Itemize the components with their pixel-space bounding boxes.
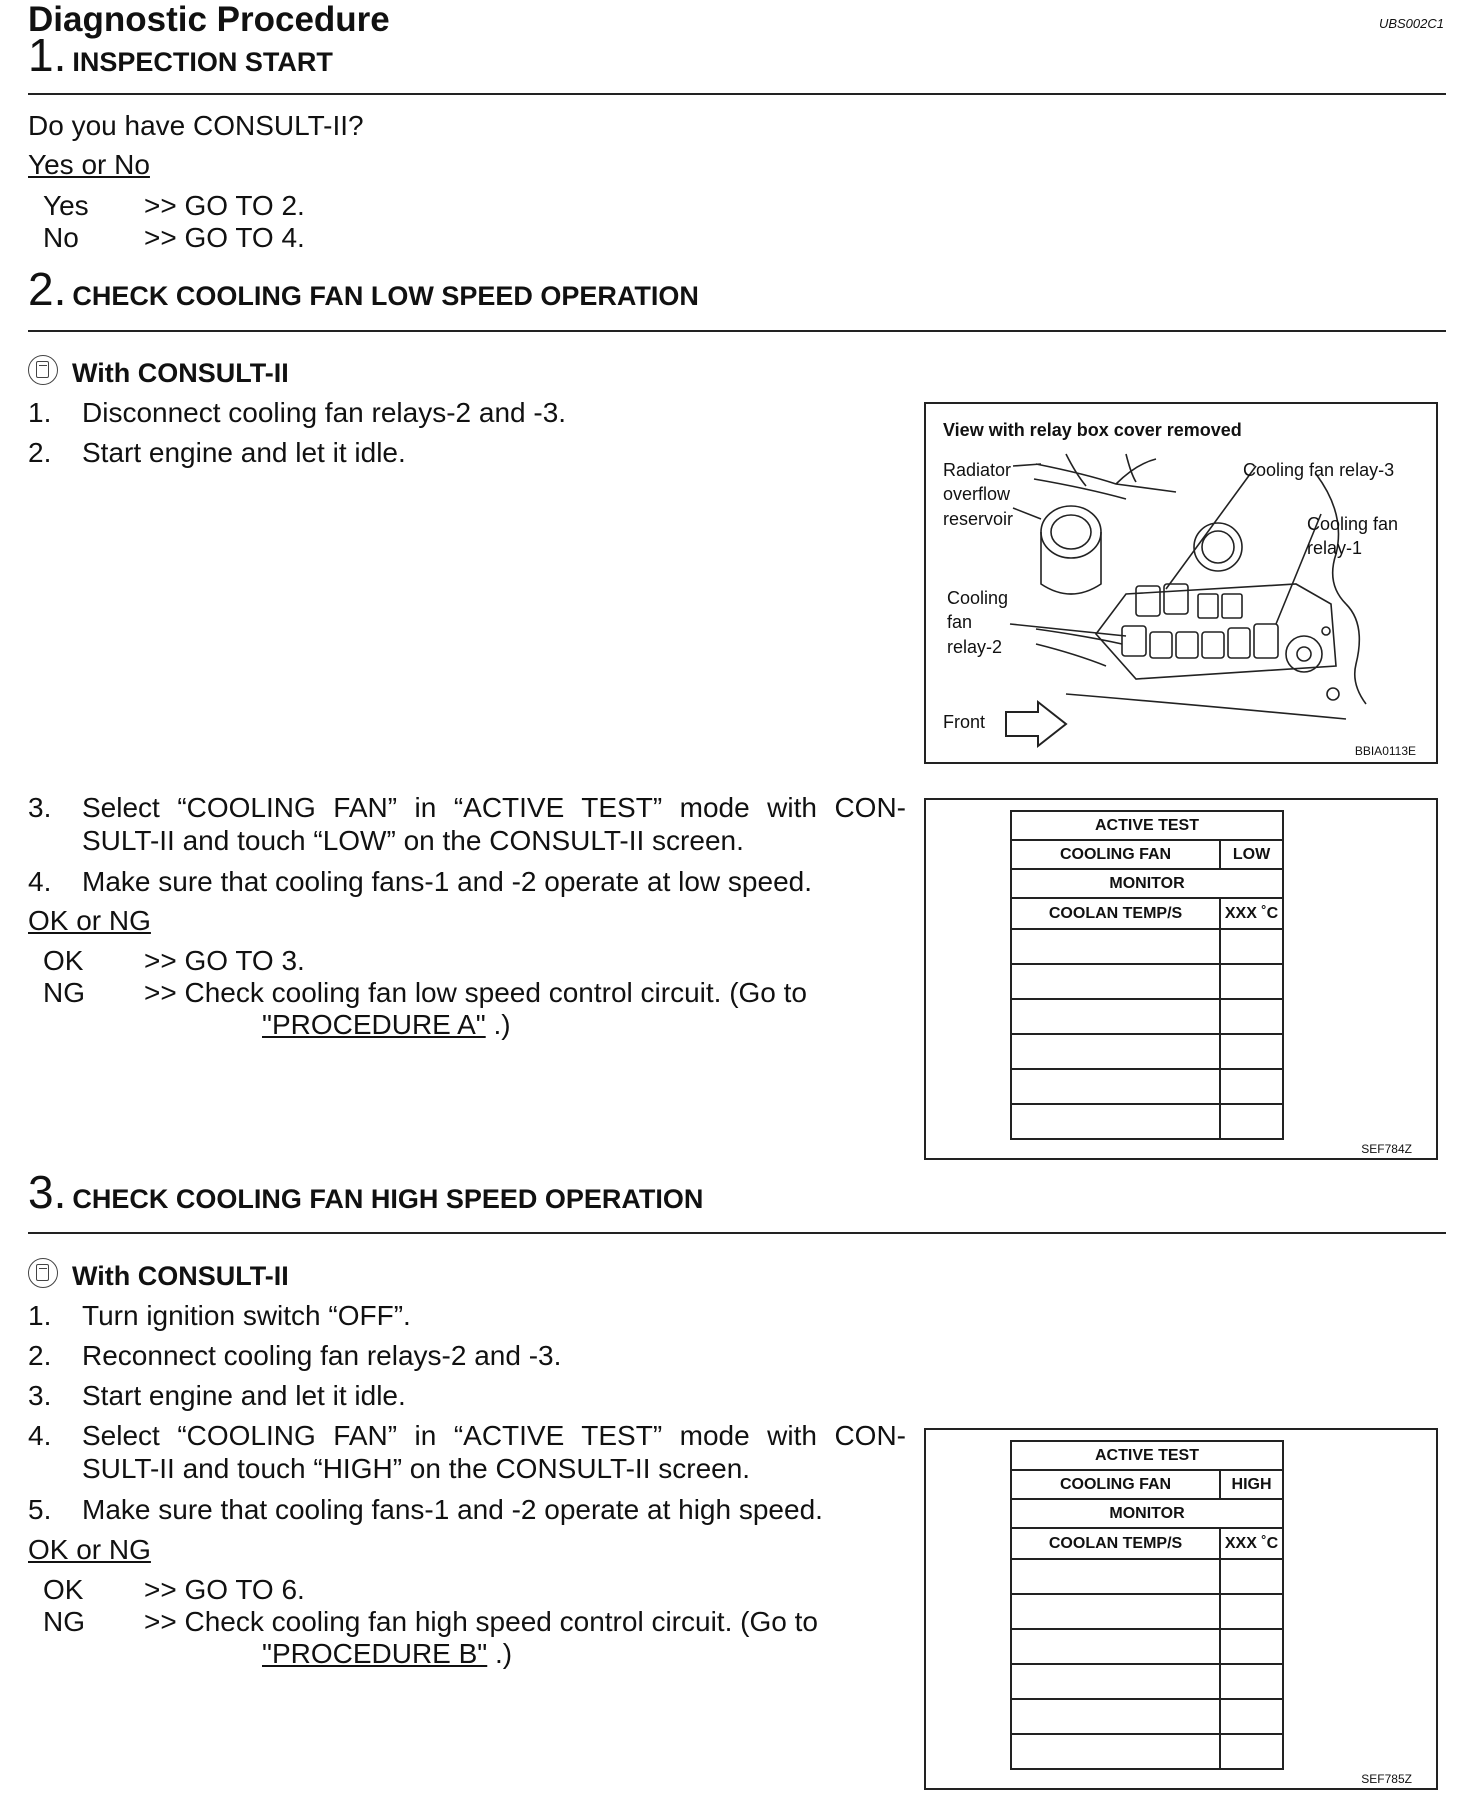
consult-label: With CONSULT-II	[72, 358, 289, 388]
answer-key: NG	[43, 1606, 85, 1637]
divider	[28, 93, 1446, 95]
document-id: UBS002C1	[1378, 16, 1444, 31]
step-title: INSPECTION START	[72, 47, 333, 77]
screen-header: ACTIVE TEST	[1011, 811, 1283, 840]
step-1-prompt: Yes or No	[28, 149, 150, 180]
list-item: Make sure that cooling fans-1 and -2 operate at low speed.	[82, 866, 812, 897]
screen-header: ACTIVE TEST	[1011, 1441, 1283, 1470]
list-number: 5.	[28, 1494, 52, 1525]
answer-action: >> GO TO 4.	[144, 222, 305, 253]
list-number: 4.	[28, 1420, 52, 1451]
answer-action: >> Check cooling fan low speed control circuit. (Go to	[144, 977, 808, 1008]
divider	[28, 1232, 1446, 1234]
list-number: 1.	[28, 1300, 52, 1331]
procedure-b-reference[interactable]: "PROCEDURE B" .)	[262, 1638, 513, 1669]
answer-action: >> GO TO 6.	[144, 1574, 305, 1605]
procedure-a-reference[interactable]: "PROCEDURE A" .)	[262, 1009, 511, 1040]
step-title: CHECK COOLING FAN LOW SPEED OPERATION	[72, 281, 699, 311]
consult-heading	[28, 355, 289, 389]
screen-monitor: MONITOR	[1011, 869, 1283, 898]
screen-monitor: MONITOR	[1011, 1499, 1283, 1528]
list-item: Make sure that cooling fans-1 and -2 operate at high speed.	[82, 1494, 823, 1525]
list-item: Start engine and let it idle.	[82, 1380, 406, 1411]
consult-heading	[28, 1258, 289, 1292]
list-number: 4.	[28, 866, 52, 897]
step-number: 2.	[28, 263, 67, 315]
figure-code: SEF784Z	[1361, 1142, 1412, 1156]
procedure-a-link[interactable]: "PROCEDURE A"	[262, 1009, 486, 1040]
step-number: 3.	[28, 1166, 67, 1218]
page-title: Diagnostic Procedure	[28, 0, 390, 39]
list-item: Select “COOLING FAN” in “ACTIVE TEST” mode with CON-	[82, 792, 906, 823]
consult-icon	[28, 355, 58, 385]
list-number: 3.	[28, 1380, 52, 1411]
label-radiator: Radiator overflow reservoir	[943, 460, 1014, 529]
screen-value: HIGH	[1220, 1470, 1283, 1499]
step-1-heading	[28, 28, 333, 82]
answer-key: NG	[43, 977, 85, 1008]
consult-label: With CONSULT-II	[72, 1261, 289, 1291]
screen-reading: XXX ˚C	[1220, 898, 1283, 929]
screen-sensor: COOLAN TEMP/S	[1011, 1528, 1220, 1559]
list-item: Reconnect cooling fan relays-2 and -3.	[82, 1340, 562, 1371]
figure-code: BBIA0113E	[1354, 744, 1416, 758]
list-item: Turn ignition switch “OFF”.	[82, 1300, 411, 1331]
screen-sensor: COOLAN TEMP/S	[1011, 898, 1220, 929]
consult-icon	[28, 1258, 58, 1288]
list-item-continued: SULT-II and touch “LOW” on the CONSULT-II screen.	[82, 825, 744, 856]
label-relay-1: Cooling fan relay-1	[1307, 514, 1399, 559]
list-number: 2.	[28, 1340, 52, 1371]
screen-reading: XXX ˚C	[1220, 1528, 1283, 1559]
step-3-heading	[28, 1165, 703, 1219]
active-test-screen	[1010, 1440, 1284, 1770]
label-front: Front	[943, 712, 986, 732]
answer-action: >> GO TO 3.	[144, 945, 305, 976]
list-item: Disconnect cooling fan relays-2 and -3.	[82, 397, 567, 428]
list-item: Start engine and let it idle.	[82, 437, 406, 468]
answer-key: No	[43, 222, 79, 253]
list-item-continued: SULT-II and touch “HIGH” on the CONSULT-II screen.	[82, 1453, 751, 1484]
active-test-screen	[1010, 810, 1284, 1140]
step-2-prompt: OK or NG	[28, 905, 151, 936]
list-number: 1.	[28, 397, 52, 428]
list-number: 3.	[28, 792, 52, 823]
screen-item: COOLING FAN	[1011, 840, 1220, 869]
step-2-heading	[28, 262, 699, 316]
label-relay-2: Cooling fan relay-2	[947, 588, 1009, 657]
screen-item: COOLING FAN	[1011, 1470, 1220, 1499]
figure-caption: View with relay box cover removed	[943, 420, 1242, 440]
relay-box-figure	[924, 402, 1438, 764]
answer-key: Yes	[43, 190, 89, 221]
step-1-question: Do you have CONSULT-II?	[28, 110, 364, 141]
list-item: Select “COOLING FAN” in “ACTIVE TEST” mode with CON-	[82, 1420, 906, 1451]
figure-code: SEF785Z	[1361, 1772, 1412, 1786]
answer-key: OK	[43, 1574, 84, 1605]
list-number: 2.	[28, 437, 52, 468]
answer-action: >> Check cooling fan high speed control circuit. (Go to	[144, 1606, 818, 1637]
step-3-prompt: OK or NG	[28, 1534, 151, 1565]
divider	[28, 330, 1446, 332]
procedure-b-link[interactable]: "PROCEDURE B"	[262, 1638, 488, 1669]
answer-action: >> GO TO 2.	[144, 190, 305, 221]
answer-key: OK	[43, 945, 84, 976]
step-number: 1.	[28, 29, 67, 81]
label-relay-3: Cooling fan relay-3	[1243, 460, 1395, 480]
active-test-high-figure	[924, 1428, 1438, 1790]
screen-value: LOW	[1220, 840, 1283, 869]
step-title: CHECK COOLING FAN HIGH SPEED OPERATION	[72, 1184, 704, 1214]
active-test-low-figure	[924, 798, 1438, 1160]
